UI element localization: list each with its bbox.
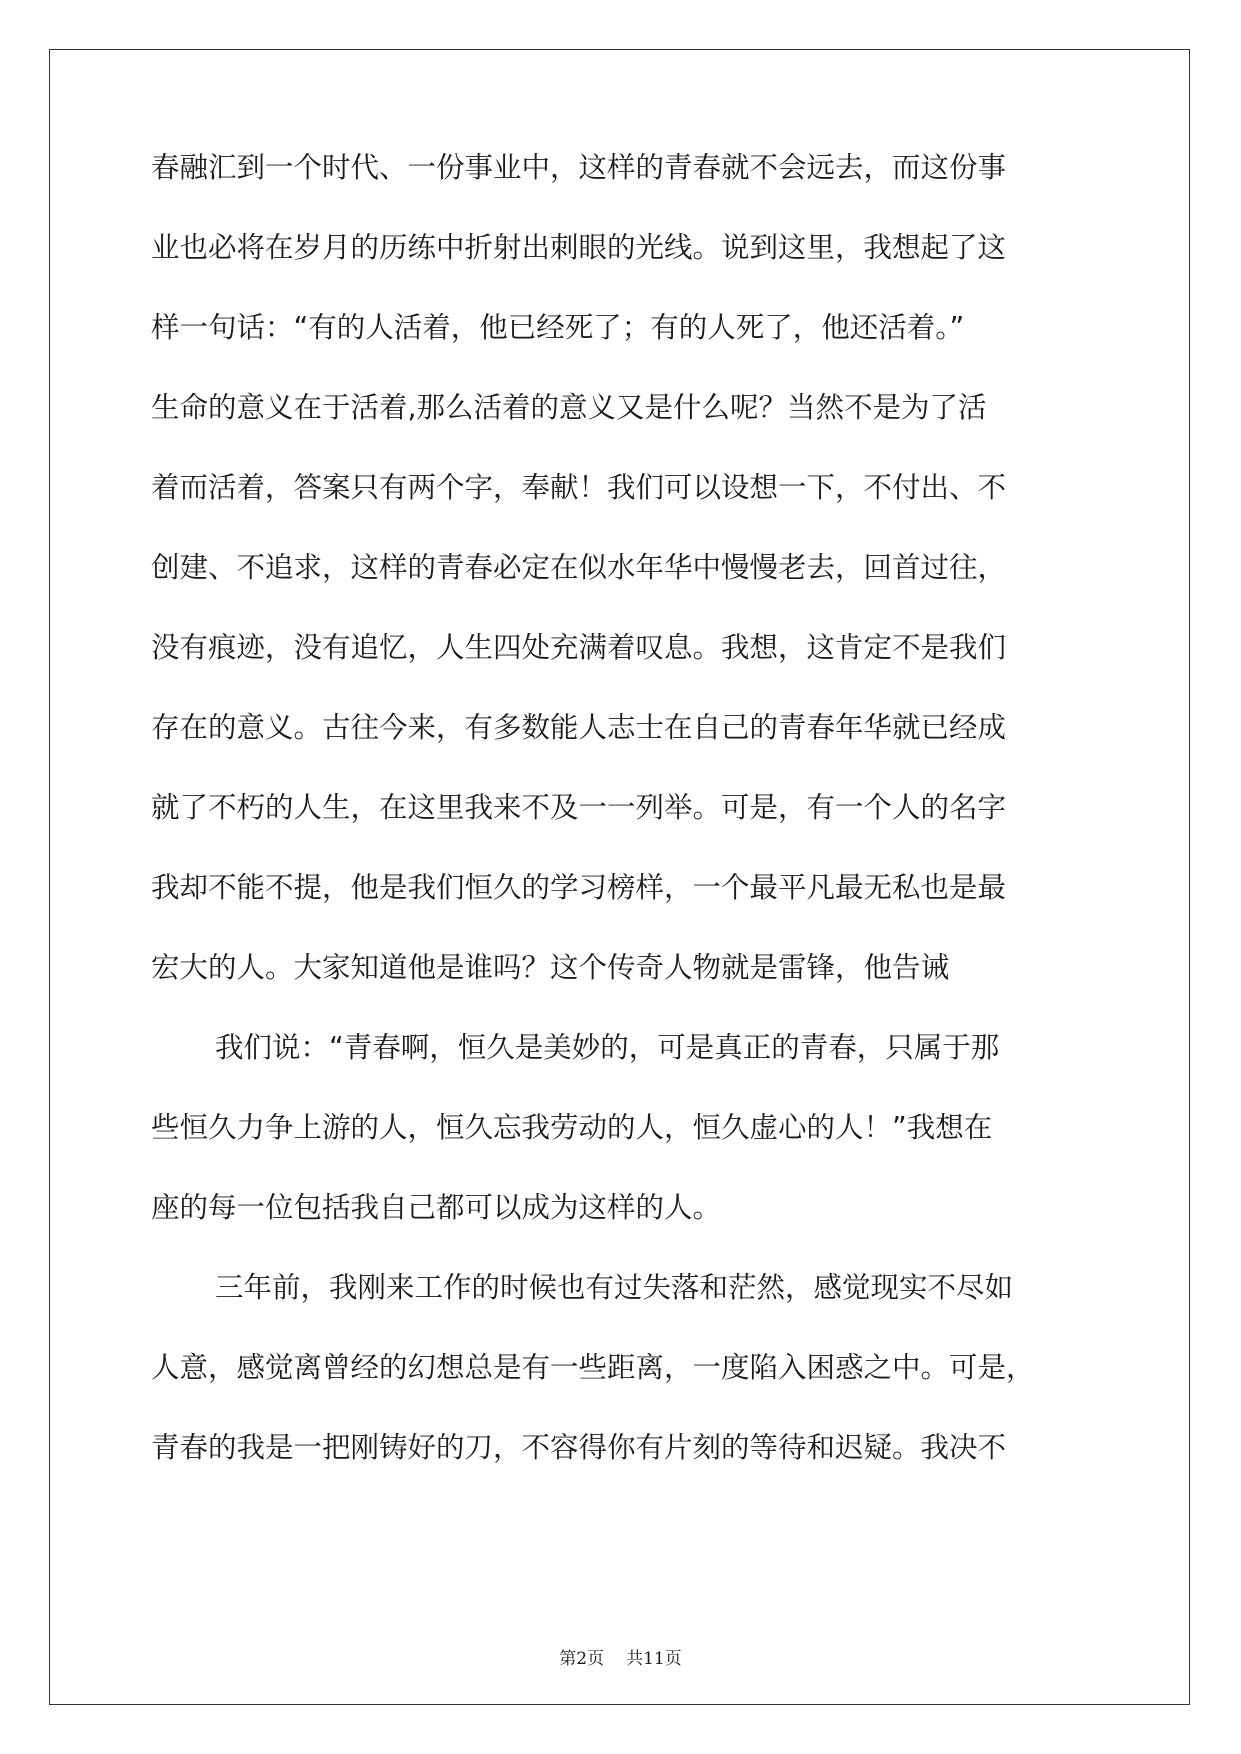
text-line: 春融汇到一个时代、一份事业中，这样的青春就不会远去，而这份事 [151,151,1007,184]
text-line: 我却不能不提，他是我们恒久的学习榜样，一个最平凡最无私也是最 [151,871,1007,904]
text-line: 人意，感觉离曾经的幻想总是有一些距离，一度陷入困惑之中。可是， [151,1351,1035,1384]
text-line: 样一句话：“有的人活着，他已经死了；有的人死了，他还活着。” [151,311,965,344]
text-line: 没有痕迹，没有追忆，人生四处充满着叹息。我想，这肯定不是我们 [151,631,1007,664]
text-line: 着而活着，答案只有两个字，奉献！我们可以设想一下，不付出、不 [151,471,1007,504]
text-line: 生命的意义在于活着,那么活着的意义又是什么呢？当然不是为了活 [151,391,987,424]
text-line: 创建、不追求，这样的青春必定在似水年华中慢慢老去，回首过往， [151,551,1007,584]
text-line: 业也必将在岁月的历练中折射出刺眼的光线。说到这里，我想起了这 [151,231,1007,264]
page-footer [0,1649,1241,1669]
paragraph-first-line: 我们说：“青春啊，恒久是美妙的，可是真正的青春，只属于那 [215,1031,1000,1064]
text-line: 存在的意义。古往今来，有多数能人志士在自己的青春年华就已经成 [151,711,1007,744]
text-line: 宏大的人。大家知道他是谁吗？这个传奇人物就是雷锋，他告诫 [151,951,950,984]
text-line: 些恒久力争上游的人，恒久忘我劳动的人，恒久虚心的人！”我想在 [151,1111,993,1144]
total-pages: 共11页 [626,1649,682,1669]
text-line: 就了不朽的人生，在这里我来不及一一列举。可是，有一个人的名字 [151,791,1007,824]
page-number: 第2页 [559,1649,605,1669]
text-line: 青春的我是一把刚铸好的刀，不容得你有片刻的等待和迟疑。我决不 [151,1431,1007,1464]
paragraph-first-line: 三年前，我刚来工作的时候也有过失落和茫然，感觉现实不尽如 [215,1271,1014,1304]
text-line: 座的每一位包括我自己都可以成为这样的人。 [151,1191,722,1224]
